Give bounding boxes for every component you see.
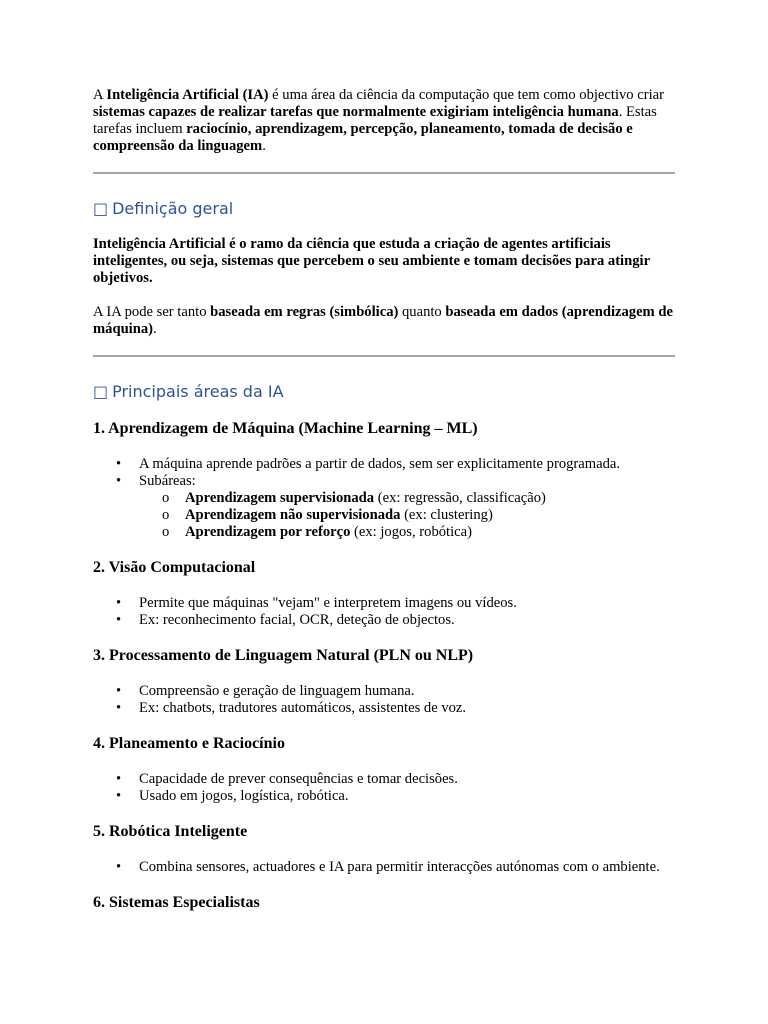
horizontal-divider [93,355,675,357]
intro-bold: sistemas capazes de realizar tarefas que normalmente exigiriam inteligência humana [93,104,619,120]
list-item [139,473,679,541]
intro-text: é uma área da ciência da computação que tem como objectivo criar [268,87,664,103]
sub-list-item [185,507,679,524]
definition-paragraph: Inteligência Artificial é o ramo da ciência que estuda a criação de agentes artificiais inteligentes, ou seja, sistemas que percebem o seu ambiente e tomam decisões para atingir objetivos. [93,236,650,286]
sub-list-item [185,490,679,507]
intro-bold: raciocínio, aprendizagem, percepção, planeamento, tomada de decisão e compreensão da linguagem [93,121,633,154]
area-list-planning [93,771,679,805]
area-list-nlp [93,683,679,717]
list-item: • A máquina aprende padrões a partir de dados, sem ser explicitamente programada. [139,456,679,473]
document-body [93,87,679,930]
list-item: • Combina sensores, actuadores e IA para permitir interacções autónomas com o ambiente. [139,859,679,876]
area-heading-robotics: 5. Robótica Inteligente [93,823,248,840]
para-text: quanto [398,304,446,320]
list-item-text: Subáreas: [139,473,196,489]
para-bold: baseada em dados (aprendizagem de máquina) [93,304,673,337]
section-title-text: Definição geral [112,199,234,218]
area-heading-vision: 2. Visão Computacional [93,559,256,576]
intro-text: A [93,87,107,103]
para-bold: baseada em regras (simbólica) [210,304,399,320]
area-list-ml [93,456,679,541]
list-item: • Compreensão e geração de linguagem humana. [139,683,679,700]
area-heading-nlp: 3. Processamento de Linguagem Natural (PLN ou NLP) [93,647,474,664]
sub-item-text: (ex: clustering) [400,507,493,523]
section-title-text: Principais áreas da IA [112,382,284,401]
section-title-definition [93,199,679,219]
area-list-robotics [93,859,679,876]
area-heading-ml: 1. Aprendizagem de Máquina (Machine Learning – ML) [93,420,478,437]
area-heading-planning: 4. Planeamento e Raciocínio [93,735,285,752]
list-item: • Permite que máquinas "vejam" e interpretem imagens ou vídeos. [139,595,679,612]
area-list-vision [93,595,679,629]
list-item: • Usado em jogos, logística, robótica. [139,788,679,805]
sub-item-bold: Aprendizagem não supervisionada [185,507,401,523]
sub-item-text: (ex: jogos, robótica) [350,524,472,540]
para-text: . [153,321,157,337]
list-item: • Capacidade de prever consequências e tomar decisões. [139,771,679,788]
ia-types-paragraph [93,304,679,338]
intro-paragraph [93,87,679,155]
placeholder-box-icon: □ [93,382,109,401]
intro-bold: Inteligência Artificial (IA) [106,87,269,103]
sub-item-bold: Aprendizagem supervisionada [185,490,375,506]
sub-item-text: (ex: regressão, classificação) [374,490,546,506]
sub-list-item [185,524,679,541]
sub-list [139,490,679,541]
list-item: • Ex: chatbots, tradutores automáticos, assistentes de voz. [139,700,679,717]
area-heading-expert-systems: 6. Sistemas Especialistas [93,894,260,911]
list-item: • Ex: reconhecimento facial, OCR, deteção de objectos. [139,612,679,629]
horizontal-divider [93,172,675,174]
para-text: A IA pode ser tanto [93,304,211,320]
intro-text: . [262,138,266,154]
placeholder-box-icon: □ [93,199,109,218]
section-title-areas [93,382,679,402]
intro-text: . Estas tarefas incluem [93,104,657,137]
sub-item-bold: Aprendizagem por reforço [185,524,351,540]
